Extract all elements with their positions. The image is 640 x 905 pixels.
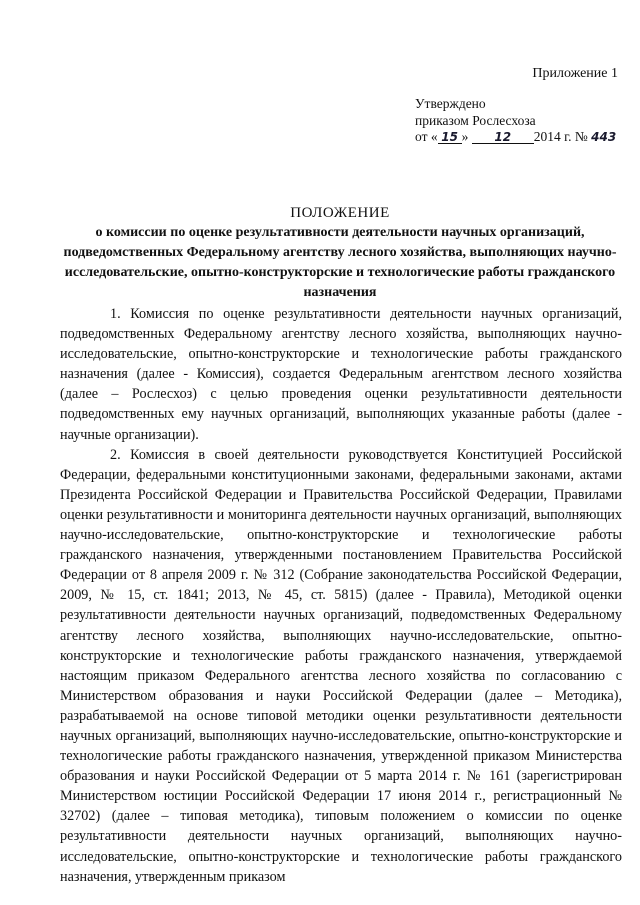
handwritten-month: 12 xyxy=(472,131,534,144)
approval-block xyxy=(415,96,625,146)
paragraph-2: 2. Комиссия в своей деятельности руководствуется Конституцией Российской Федерации, федеральными конституционными законами, федеральными законами, актами Президента Российской Федерации и Правительства Российской Федерации, Правилами оценки результативности и мониторинга деятельности научных организаций, выполняющих научно-исследовательские, опытно-конструкторские и технологические работы гражданского назначения, утвержденными постановлением Правительства Российской Федерации от 8 апреля 2009 г. № 312 (Собрание законодательства Российской Федерации, 2009, № 15, ст. 1841; 2013, № 45, ст. 5815) (далее - Правила), Методикой оценки результативности деятельности научных организаций, подведомственных Федеральному агентству лесного хозяйства, выполняющих научно-исследовательские, опытно-конструкторские и технологические работы гражданского назначения, утверждаемой настоящим приказом Федерального агентства лесного хозяйства по согласованию с Министерством образования и науки Российской Федерации (далее – Методика), разрабатываемой на основе типовой методики оценки результативности деятельности научных организаций, выполняющих научно-исследовательские, опытно-конструкторские и технологические работы гражданского назначения, утвержденной приказом Министерства образования и науки Российской Федерации от 5 марта 2014 г. № 161 (зарегистрирован Министерством юстиции Российской Федерации 17 июня 2014 г., регистрационный № 32702) (далее – типовая методика), типовым положением о комиссии по оценке результативности деятельности научных организаций, выполняющих научно-исследовательские, опытно-конструкторские и технологические работы гражданского назначения, утвержденным приказом xyxy=(60,446,622,885)
approval-date-line xyxy=(415,129,625,146)
date-prefix: от « xyxy=(415,129,438,144)
date-mid: » xyxy=(461,129,469,144)
approval-line-2: приказом Рослесхоза xyxy=(415,112,536,128)
handwritten-day: 15 xyxy=(438,131,462,144)
approval-line-1: Утверждено xyxy=(415,96,486,111)
handwritten-order-number: 443 xyxy=(591,130,617,144)
document-body xyxy=(60,304,622,887)
paragraph-1: 1. Комиссия по оценке результативности деятельности научных организаций, подведомственных Федеральному агентству лесного хозяйства, выполняющих научно-исследовательские, опытно-конструкторские и технологические работы гражданского назначения (далее - Комиссия), создается Федеральным агентством лесного хозяйства (далее – Рослесхоз) с целью проведения оценки результативности деятельности подведомственных ему научных организаций, выполняющих указанные работы (далее - научные организации). xyxy=(60,306,622,443)
date-suffix: 2014 г. № xyxy=(533,129,588,144)
document-subtitle: о комиссии по оценке результативности деятельности научных организаций, подведомственных Федеральному агентству лесного хозяйства, выполняющих научно-исследовательские, опытно-конструкторские и технологические работы гражданского назначения xyxy=(63,225,617,300)
appendix-label: Приложение 1 xyxy=(532,66,618,81)
document-title: ПОЛОЖЕНИЕ xyxy=(290,205,390,221)
